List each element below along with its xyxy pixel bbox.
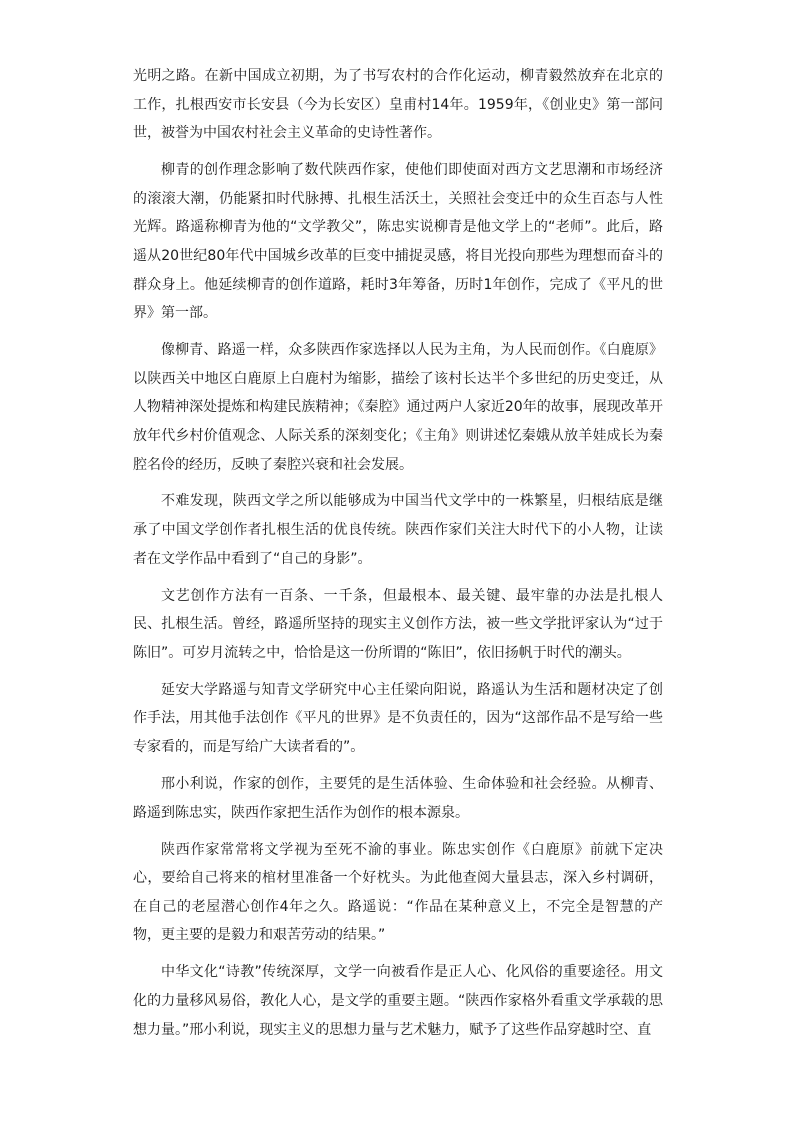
paragraph-6: 延安大学路遥与知青文学研究中心主任梁向阳说，路遥认为生活和题材决定了创作手法，用其他手法创作《平凡的世界》是不负责任的，因为“这部作品不是写给一些专家看的，而是写给广大读者看的”。 xyxy=(133,681,663,756)
paragraph-4: 不难发现，陕西文学之所以能够成为中国当代文学中的一株繁星，归根结底是继承了中国文学创作者扎根生活的优良传统。陕西作家们关注大时代下的小人物，让读者在文学作品中看到了“自己的身影”。 xyxy=(133,493,663,567)
paragraph-5: 文艺创作方法有一百条、一千条，但最根本、最关键、最牢靠的办法是扎根人民、扎根生活。曾经，路遥所坚持的现实主义创作方法，被一些文学批评家认为“过于陈旧”。可岁月流转之中，恰恰是这一份所谓的“陈旧”，依旧扬帆于时代的潮头。 xyxy=(133,587,663,661)
paragraph-2: 柳青的创作理念影响了数代陕西作家，使他们即使面对西方文艺思潮和市场经济的滚滚大潮，仍能紧扣时代脉搏、扎根生活沃土，关照社会变迁中的众生百态与人性光辉。路遥称柳青为他的“文学教父”，陈忠实说柳青是他文学上的“老师”。此后，路遥从20世纪80年代中国城乡改革的巨变中捕捉灵感，将目光投向那些为理想而奋斗的群众身上。他延续柳青的创作道路，耗时3年筹备，历时1年创作，完成了《平凡的世界》第一部。 xyxy=(133,162,663,322)
paragraph-7: 邢小利说，作家的创作，主要凭的是生活体验、生命体验和社会经验。从柳青、路遥到陈忠实，陕西作家把生活作为创作的根本源泉。 xyxy=(133,776,663,821)
paragraph-3: 像柳青、路遥一样，众多陕西作家选择以人民为主角，为人民而创作。《白鹿原》以陕西关中地区白鹿原上白鹿村为缩影，描绘了该村长达半个多世纪的历史变迁，从人物精神深处提炼和构建民族精神；《秦腔》通过两户人家近20年的故事，展现改革开放年代乡村价值观念、人际关系的深刻变化；《主角》则讲述忆秦娥从放羊娃成长为秦腔名伶的经历，反映了秦腔兴衰和社会发展。 xyxy=(133,342,663,473)
paragraph-8: 陕西作家常常将文学视为至死不渝的事业。陈忠实创作《白鹿原》前就下定决心，要给自己将来的棺材里准备一个好枕头。为此他查阅大量县志，深入乡村调研，在自己的老屋潜心创作4年之久。路遥说：“作品在某种意义上，不完全是智慧的产物，更主要的是毅力和艰苦劳动的结果。” xyxy=(133,841,663,944)
paragraph-1: 光明之路。在新中国成立初期，为了书写农村的合作化运动，柳青毅然放弃在北京的工作，扎根西安市长安县（今为长安区）皇甫村14年。1959年，《创业史》第一部问世，被誉为中国农村社会主义革命的史诗性著作。 xyxy=(133,68,663,142)
article-body xyxy=(133,62,663,1053)
paragraph-9: 中华文化“诗教”传统深厚，文学一向被看作是正人心、化风俗的重要途径。用文化的力量移风易俗，教化人心，是文学的重要主题。“陕西作家格外看重文学承载的思想力量。”邢小利说，现实主义的思想力量与艺术魅力，赋予了这些作品穿越时空、直 xyxy=(133,964,663,1038)
